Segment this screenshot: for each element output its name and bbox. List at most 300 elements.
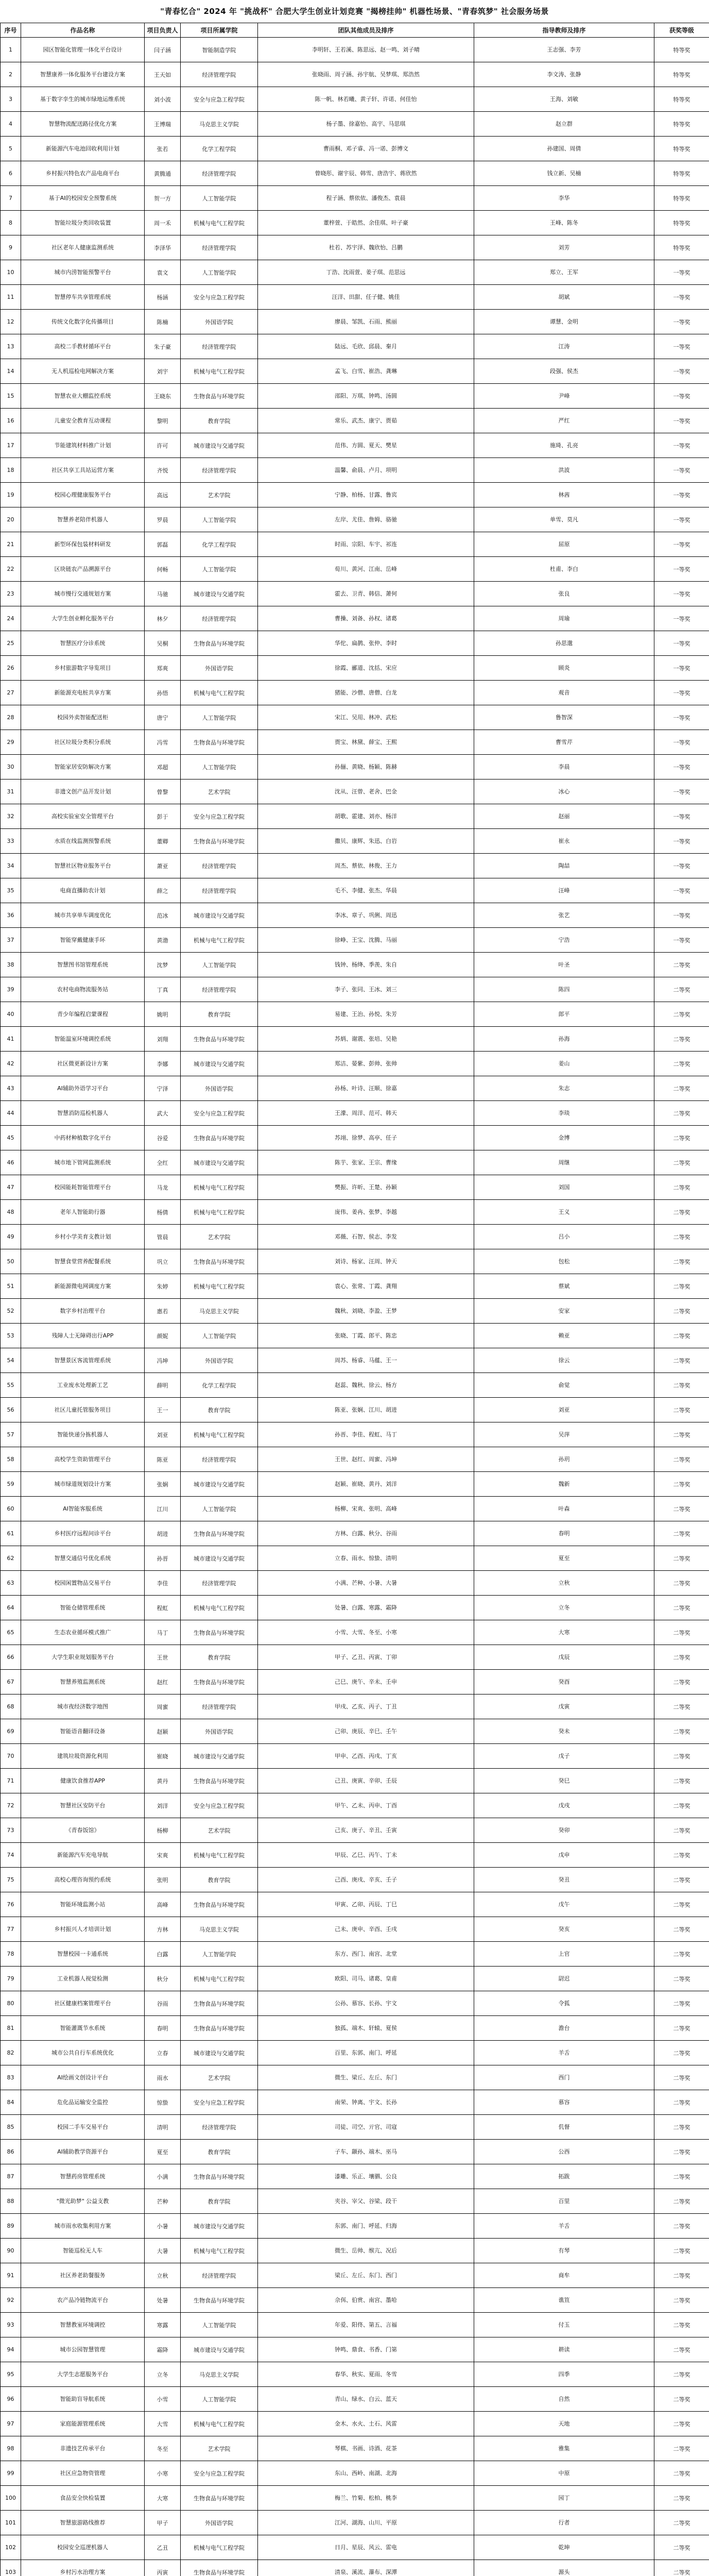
members-cell: 微生、梁丘、左丘、东门: [258, 2065, 474, 2090]
advisors-cell: 有琴: [474, 2239, 654, 2263]
school-cell: 经济管理学院: [181, 854, 258, 878]
table-row: [1, 2065, 709, 2090]
advisors-cell: 戊寅: [474, 1694, 654, 1719]
project-name-cell: 传统文化数字化传播项目: [21, 310, 145, 334]
members-cell: 甲寅、乙卯、丙辰、丁巳: [258, 1892, 474, 1917]
award-level-cell: 二等奖: [654, 2090, 709, 2115]
leader-cell: 孙晋: [145, 1546, 181, 1571]
row-number-cell: 79: [1, 1967, 21, 1991]
table-row: [1, 2486, 709, 2511]
leader-cell: 周一禾: [145, 211, 181, 235]
school-cell: 外国语学院: [181, 2511, 258, 2535]
leader-cell: 崔晓: [145, 1744, 181, 1769]
school-cell: 机械与电气工程学院: [181, 2412, 258, 2436]
school-cell: 经济管理学院: [181, 1447, 258, 1472]
row-number-cell: 21: [1, 532, 21, 557]
header-advisors: 指导教师及排序: [474, 23, 654, 38]
advisors-cell: 周瑜: [474, 606, 654, 631]
table-row: [1, 1719, 709, 1744]
award-level-cell: 特等奖: [654, 137, 709, 161]
leader-cell: 黄腾通: [145, 161, 181, 186]
award-level-cell: 二等奖: [654, 1002, 709, 1027]
advisors-cell: 观音: [474, 681, 654, 705]
project-name-cell: 生态农业循环模式推广: [21, 1620, 145, 1645]
award-level-cell: 一等奖: [654, 681, 709, 705]
row-number-cell: 38: [1, 953, 21, 977]
project-name-cell: 智慧药房管理系统: [21, 2164, 145, 2189]
project-name-cell: 智慧医疗分诊系统: [21, 631, 145, 656]
row-number-cell: 85: [1, 2115, 21, 2140]
award-level-cell: 二等奖: [654, 2239, 709, 2263]
award-level-cell: 二等奖: [654, 1991, 709, 2016]
members-cell: 撒贝、康辉、朱迅、白岩: [258, 829, 474, 854]
project-name-cell: 工业机器人视觉检测: [21, 1967, 145, 1991]
leader-cell: 立冬: [145, 2362, 181, 2387]
award-level-cell: 二等奖: [654, 2164, 709, 2189]
project-name-cell: 智慧校园一卡通系统: [21, 1942, 145, 1967]
table-row: [1, 2115, 709, 2140]
members-cell: 甲申、乙酉、丙戌、丁亥: [258, 1744, 474, 1769]
row-number-cell: 60: [1, 1497, 21, 1521]
row-number-cell: 24: [1, 606, 21, 631]
advisors-cell: 中原: [474, 2461, 654, 2486]
advisors-cell: 朱志: [474, 1076, 654, 1101]
table-row: [1, 854, 709, 878]
leader-cell: 邓超: [145, 755, 181, 779]
school-cell: 外国语学院: [181, 1348, 258, 1373]
project-name-cell: 农产品冷链物流平台: [21, 2288, 145, 2313]
leader-cell: 巩立: [145, 1249, 181, 1274]
table-row: [1, 1645, 709, 1670]
award-level-cell: 二等奖: [654, 1398, 709, 1422]
row-number-cell: 64: [1, 1596, 21, 1620]
award-level-cell: 二等奖: [654, 1645, 709, 1670]
award-level-cell: 一等奖: [654, 310, 709, 334]
leader-cell: 朱子豪: [145, 334, 181, 359]
project-name-cell: 智慧教室环境调控: [21, 2313, 145, 2337]
school-cell: 生物食品与环境学院: [181, 1991, 258, 2016]
award-level-cell: 二等奖: [654, 1472, 709, 1497]
advisors-cell: 陶喆: [474, 854, 654, 878]
award-level-cell: 一等奖: [654, 582, 709, 606]
project-name-cell: 智慧农业大棚监控系统: [21, 384, 145, 409]
school-cell: 生物食品与环境学院: [181, 1521, 258, 1546]
project-name-cell: 儿童安全教育互动课程: [21, 409, 145, 433]
award-level-cell: 一等奖: [654, 903, 709, 928]
table-row: [1, 384, 709, 409]
members-cell: 张晓雨、周子涵、孙宇航、吴梦琪、郑浩然: [258, 62, 474, 87]
school-cell: 人工智能学院: [181, 1324, 258, 1348]
school-cell: 生物食品与环境学院: [181, 730, 258, 755]
advisors-cell: 吕小: [474, 1225, 654, 1249]
school-cell: 经济管理学院: [181, 606, 258, 631]
members-cell: 漆雕、乐正、壤驷、公良: [258, 2164, 474, 2189]
table-row: [1, 2337, 709, 2362]
award-level-cell: 二等奖: [654, 2560, 709, 2576]
members-cell: 温馨、俞晨、卢月、项明: [258, 458, 474, 483]
leader-cell: 郑爽: [145, 656, 181, 681]
advisors-cell: 癸丑: [474, 1868, 654, 1892]
leader-cell: 王一: [145, 1398, 181, 1422]
leader-cell: 陈楠: [145, 310, 181, 334]
table-row: [1, 903, 709, 928]
table-row: [1, 829, 709, 854]
award-level-cell: 一等奖: [654, 458, 709, 483]
table-row: [1, 1521, 709, 1546]
leader-cell: 萧亚: [145, 854, 181, 878]
leader-cell: 高峰: [145, 1892, 181, 1917]
leader-cell: 罗晨: [145, 507, 181, 532]
award-level-cell: 特等奖: [654, 62, 709, 87]
members-cell: 年爱、阳佟、第五、言福: [258, 2313, 474, 2337]
project-name-cell: 智能巡检无人车: [21, 2239, 145, 2263]
leader-cell: 黄渤: [145, 928, 181, 953]
table-row: [1, 483, 709, 507]
award-level-cell: 一等奖: [654, 384, 709, 409]
leader-cell: 立春: [145, 2041, 181, 2065]
project-name-cell: 残障人士无障碍出行APP: [21, 1324, 145, 1348]
school-cell: 教育学院: [181, 2189, 258, 2214]
school-cell: 外国语学院: [181, 1076, 258, 1101]
members-cell: 袁心、张常、丁霞、龚翔: [258, 1274, 474, 1299]
members-cell: 东方、西门、南宫、北堂: [258, 1942, 474, 1967]
table-row: [1, 2140, 709, 2164]
award-level-cell: 一等奖: [654, 804, 709, 829]
leader-cell: 沈梦: [145, 953, 181, 977]
leader-cell: 曾黎: [145, 779, 181, 804]
advisors-cell: 李华: [474, 186, 654, 211]
advisors-cell: 俞觉: [474, 1373, 654, 1398]
school-cell: 经济管理学院: [181, 458, 258, 483]
members-cell: 赵颖、崔晓、黄丹、刘洋: [258, 1472, 474, 1497]
advisors-cell: 上官: [474, 1942, 654, 1967]
school-cell: 城市建设与交通学院: [181, 1546, 258, 1571]
school-cell: 化学工程学院: [181, 137, 258, 161]
school-cell: 生物食品与环境学院: [181, 2560, 258, 2576]
table-row: [1, 2535, 709, 2560]
leader-cell: 小雪: [145, 2387, 181, 2412]
project-name-cell: 校园心理健康服务平台: [21, 483, 145, 507]
leader-cell: 陈亚: [145, 1447, 181, 1472]
school-cell: 机械与电气工程学院: [181, 1274, 258, 1299]
school-cell: 艺术学院: [181, 2436, 258, 2461]
table-row: [1, 1422, 709, 1447]
table-row: [1, 1868, 709, 1892]
members-cell: 赵蕊、魏秋、徐云、杨方: [258, 1373, 474, 1398]
row-number-cell: 97: [1, 2412, 21, 2436]
leader-cell: 黎明: [145, 409, 181, 433]
row-number-cell: 100: [1, 2486, 21, 2511]
advisors-cell: 澹台: [474, 2016, 654, 2041]
row-number-cell: 68: [1, 1694, 21, 1719]
advisors-cell: 癸卯: [474, 1818, 654, 1843]
row-number-cell: 48: [1, 1200, 21, 1225]
leader-cell: 刘宇: [145, 359, 181, 384]
awards-table: [0, 23, 709, 2576]
table-row: [1, 87, 709, 112]
leader-cell: 大寒: [145, 2486, 181, 2511]
members-cell: 贾宝、林黛、薛宝、王熙: [258, 730, 474, 755]
leader-cell: 全红: [145, 1150, 181, 1175]
advisors-cell: 赵立群: [474, 112, 654, 137]
project-name-cell: 非遗技艺传承平台: [21, 2436, 145, 2461]
leader-cell: 袁文: [145, 260, 181, 285]
school-cell: 智能制造学院: [181, 38, 258, 62]
table-row: [1, 112, 709, 137]
advisors-cell: 谭慧、金明: [474, 310, 654, 334]
leader-cell: 刘亚: [145, 1422, 181, 1447]
project-name-cell: 社区老年人健康监测系统: [21, 235, 145, 260]
row-number-cell: 9: [1, 235, 21, 260]
advisors-cell: 商牟: [474, 2263, 654, 2288]
members-cell: 夹谷、宰父、谷梁、段干: [258, 2189, 474, 2214]
row-number-cell: 32: [1, 804, 21, 829]
project-name-cell: 智能家居安防解决方案: [21, 755, 145, 779]
project-name-cell: 智能垃圾分类回收装置: [21, 211, 145, 235]
table-row: [1, 1991, 709, 2016]
row-number-cell: 53: [1, 1324, 21, 1348]
leader-cell: 方林: [145, 1917, 181, 1942]
table-row: [1, 38, 709, 62]
row-number-cell: 76: [1, 1892, 21, 1917]
row-number-cell: 4: [1, 112, 21, 137]
members-cell: 东郭、南门、呼延、归海: [258, 2214, 474, 2239]
award-level-cell: 二等奖: [654, 2115, 709, 2140]
advisors-cell: 赖亚: [474, 1324, 654, 1348]
award-level-cell: 一等奖: [654, 656, 709, 681]
project-name-cell: "微光助梦" 公益支教: [21, 2189, 145, 2214]
advisors-cell: 乾坤: [474, 2535, 654, 2560]
award-level-cell: 二等奖: [654, 1225, 709, 1249]
members-cell: 己酉、庚戌、辛亥、壬子: [258, 1868, 474, 1892]
project-name-cell: 智慧消防巡检机器人: [21, 1101, 145, 1126]
project-name-cell: 智能语音翻译设备: [21, 1719, 145, 1744]
row-number-cell: 55: [1, 1373, 21, 1398]
project-name-cell: 新能源微电网调度方案: [21, 1274, 145, 1299]
school-cell: 机械与电气工程学院: [181, 1175, 258, 1200]
school-cell: 安全与应急工程学院: [181, 87, 258, 112]
advisors-cell: 尉迟: [474, 1967, 654, 1991]
members-cell: 程子涵、蔡依依、潘俊杰、袁晨: [258, 186, 474, 211]
members-cell: 方林、白露、秋分、谷雨: [258, 1521, 474, 1546]
project-name-cell: 社区儿童托管服务项目: [21, 1398, 145, 1422]
members-cell: 处暑、白露、寒露、霜降: [258, 1596, 474, 1620]
award-level-cell: 二等奖: [654, 1571, 709, 1596]
advisors-cell: 雅集: [474, 2436, 654, 2461]
advisors-cell: 夏至: [474, 1546, 654, 1571]
advisors-cell: 洪波: [474, 458, 654, 483]
project-name-cell: 乡村振兴人才培训计划: [21, 1917, 145, 1942]
row-number-cell: 18: [1, 458, 21, 483]
advisors-cell: 戊申: [474, 1843, 654, 1868]
members-cell: 甲辰、乙巳、丙午、丁未: [258, 1843, 474, 1868]
members-cell: 曾晓彤、谢宇辰、韩雪、唐浩宇、蒋欣然: [258, 161, 474, 186]
school-cell: 城市建设与交通学院: [181, 1150, 258, 1175]
award-level-cell: 一等奖: [654, 878, 709, 903]
school-cell: 人工智能学院: [181, 186, 258, 211]
members-cell: 孙杨、叶诗、汪顺、徐嘉: [258, 1076, 474, 1101]
leader-cell: 吴桐: [145, 631, 181, 656]
award-level-cell: 一等奖: [654, 755, 709, 779]
award-level-cell: 二等奖: [654, 2535, 709, 2560]
members-cell: 钱钟、杨绛、季羡、朱自: [258, 953, 474, 977]
project-name-cell: 乡村小学美育支教计划: [21, 1225, 145, 1249]
members-cell: 己丑、庚寅、辛卯、壬辰: [258, 1769, 474, 1793]
table-row: [1, 1769, 709, 1793]
members-cell: 徐峥、王宝、沈腾、马丽: [258, 928, 474, 953]
award-level-cell: 二等奖: [654, 1447, 709, 1472]
leader-cell: 张娴: [145, 1472, 181, 1497]
row-number-cell: 31: [1, 779, 21, 804]
advisors-cell: 段强、侯杰: [474, 359, 654, 384]
advisors-cell: 孙建国、周倩: [474, 137, 654, 161]
leader-cell: 赵红: [145, 1670, 181, 1694]
school-cell: 机械与电气工程学院: [181, 1596, 258, 1620]
advisors-cell: 曹雪芹: [474, 730, 654, 755]
row-number-cell: 46: [1, 1150, 21, 1175]
advisors-cell: 林茜: [474, 483, 654, 507]
award-level-cell: 二等奖: [654, 1670, 709, 1694]
table-row: [1, 1546, 709, 1571]
advisors-cell: 源头: [474, 2560, 654, 2576]
award-level-cell: 二等奖: [654, 1175, 709, 1200]
row-number-cell: 3: [1, 87, 21, 112]
advisors-cell: 戊子: [474, 1744, 654, 1769]
project-name-cell: 城市绿道规划设计方案: [21, 1472, 145, 1497]
table-row: [1, 953, 709, 977]
project-name-cell: 危化品运输安全监控: [21, 2090, 145, 2115]
members-cell: 己巳、庚午、辛未、壬申: [258, 1670, 474, 1694]
table-row: [1, 2362, 709, 2387]
leader-cell: 谷雨: [145, 1991, 181, 2016]
row-number-cell: 33: [1, 829, 21, 854]
row-number-cell: 73: [1, 1818, 21, 1843]
award-level-cell: 一等奖: [654, 854, 709, 878]
table-row: [1, 1818, 709, 1843]
members-cell: 琴棋、书画、诗酒、花茶: [258, 2436, 474, 2461]
project-name-cell: 智慧物流配送路径优化方案: [21, 112, 145, 137]
project-name-cell: 智慧社区物业服务平台: [21, 854, 145, 878]
advisors-cell: 耕读: [474, 2337, 654, 2362]
leader-cell: 丁真: [145, 977, 181, 1002]
leader-cell: 孙悟: [145, 681, 181, 705]
school-cell: 马克思主义学院: [181, 2362, 258, 2387]
project-name-cell: 社区微更新设计方案: [21, 1052, 145, 1076]
row-number-cell: 54: [1, 1348, 21, 1373]
row-number-cell: 23: [1, 582, 21, 606]
row-number-cell: 50: [1, 1249, 21, 1274]
row-number-cell: 91: [1, 2263, 21, 2288]
project-name-cell: 智慧社区安防平台: [21, 1793, 145, 1818]
advisors-cell: 戊午: [474, 1892, 654, 1917]
table-row: [1, 2164, 709, 2189]
table-row: [1, 2461, 709, 2486]
leader-cell: 李泽华: [145, 235, 181, 260]
leader-cell: 小满: [145, 2164, 181, 2189]
table-row: [1, 804, 709, 829]
project-name-cell: 基于数字孪生的城市绿地运维系统: [21, 87, 145, 112]
table-row: [1, 582, 709, 606]
school-cell: 安全与应急工程学院: [181, 1793, 258, 1818]
award-level-cell: 一等奖: [654, 557, 709, 582]
project-name-cell: 新能源汽车电池回收利用计划: [21, 137, 145, 161]
advisors-cell: 李晨: [474, 755, 654, 779]
advisors-cell: 四季: [474, 2362, 654, 2387]
table-row: [1, 2511, 709, 2535]
advisors-cell: 百里: [474, 2189, 654, 2214]
advisors-cell: 立秋: [474, 1571, 654, 1596]
school-cell: 教育学院: [181, 1645, 258, 1670]
school-cell: 艺术学院: [181, 1818, 258, 1843]
advisors-cell: 钱立新、吴楠: [474, 161, 654, 186]
leader-cell: 李佳: [145, 1571, 181, 1596]
table-row: [1, 1126, 709, 1150]
members-cell: 金木、水火、土石、风雷: [258, 2412, 474, 2436]
table-row: [1, 1497, 709, 1521]
advisors-cell: 戊辰: [474, 1645, 654, 1670]
school-cell: 机械与电气工程学院: [181, 1843, 258, 1868]
leader-cell: 姚明: [145, 1002, 181, 1027]
members-cell: 刘诗、杨家、汪周、钟天: [258, 1249, 474, 1274]
leader-cell: 赵颖: [145, 1719, 181, 1744]
school-cell: 生物食品与环境学院: [181, 1249, 258, 1274]
members-cell: 华佗、扁鹊、张仲、李时: [258, 631, 474, 656]
members-cell: 苏炳、谢震、张培、吴艳: [258, 1027, 474, 1052]
leader-cell: 薛明: [145, 1373, 181, 1398]
row-number-cell: 44: [1, 1101, 21, 1126]
row-number-cell: 11: [1, 285, 21, 310]
members-cell: 王濛、周洋、范可、韩天: [258, 1101, 474, 1126]
advisors-cell: 叶森: [474, 1497, 654, 1521]
project-name-cell: 新型环保包装材料研发: [21, 532, 145, 557]
members-cell: 苏翊、徐梦、高亭、任子: [258, 1126, 474, 1150]
members-cell: 周杰、蔡依、林俊、王力: [258, 854, 474, 878]
members-cell: 立春、雨水、惊蛰、清明: [258, 1546, 474, 1571]
leader-cell: 许可: [145, 433, 181, 458]
leader-cell: 秋分: [145, 1967, 181, 1991]
project-name-cell: AI辅助教学资源平台: [21, 2140, 145, 2164]
header-school: 项目所属学院: [181, 23, 258, 38]
table-row: [1, 433, 709, 458]
table-row: [1, 1175, 709, 1200]
members-cell: 宋江、吴用、林冲、武松: [258, 705, 474, 730]
school-cell: 教育学院: [181, 409, 258, 433]
award-level-cell: 二等奖: [654, 1027, 709, 1052]
project-name-cell: 新能源充电桩共享方案: [21, 681, 145, 705]
award-level-cell: 二等奖: [654, 2486, 709, 2511]
project-name-cell: 青少年编程启蒙课程: [21, 1002, 145, 1027]
members-cell: 李明轩、王若溪、陈思远、赵一鸣、刘子晴: [258, 38, 474, 62]
table-row: [1, 507, 709, 532]
row-number-cell: 56: [1, 1398, 21, 1422]
row-number-cell: 71: [1, 1769, 21, 1793]
school-cell: 马克思主义学院: [181, 1917, 258, 1942]
award-level-cell: 特等奖: [654, 161, 709, 186]
members-cell: 毛不、李健、张杰、华晨: [258, 878, 474, 903]
table-row: [1, 1398, 709, 1422]
table-row: [1, 557, 709, 582]
members-cell: 江河、湖海、山川、平原: [258, 2511, 474, 2535]
members-cell: 郑洁、晏紫、彭帅、张帅: [258, 1052, 474, 1076]
members-cell: 杨子墨、徐嘉怡、高宇、马思琪: [258, 112, 474, 137]
leader-cell: 惠若: [145, 1299, 181, 1324]
table-row: [1, 2436, 709, 2461]
leader-cell: 惊蛰: [145, 2090, 181, 2115]
award-level-cell: 二等奖: [654, 2337, 709, 2362]
leader-cell: 马丁: [145, 1620, 181, 1645]
members-cell: 霍去、卫青、韩信、萧何: [258, 582, 474, 606]
members-cell: 东山、西岭、南湖、北海: [258, 2461, 474, 2486]
